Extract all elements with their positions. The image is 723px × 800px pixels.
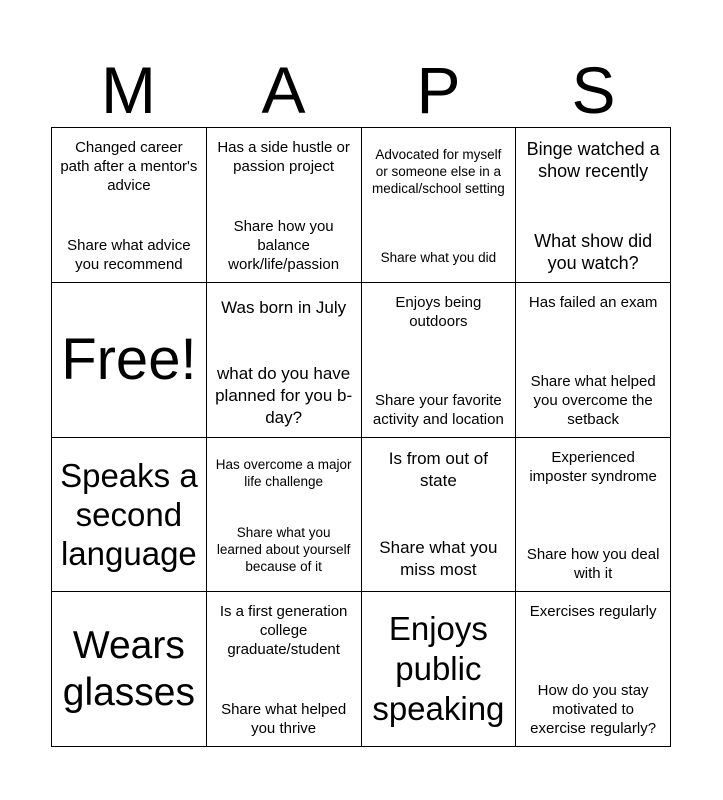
cell-share-prompt: Share what you did <box>380 249 497 265</box>
bingo-cell[interactable] <box>207 128 362 283</box>
bingo-cell[interactable] <box>52 128 207 283</box>
cell-share-prompt: What show did you watch? <box>534 230 653 273</box>
cell-share-prompt: Share what helped you overcome the setback <box>530 372 656 428</box>
bingo-cell[interactable] <box>362 592 517 747</box>
cell-share-prompt: Share your favorite activity and location <box>372 391 504 428</box>
cell-prompt: Experienced imposter syndrome <box>529 448 657 485</box>
cell-prompt: Advocated for myself or someone else in a medical/school setting <box>371 147 505 196</box>
bingo-cell[interactable] <box>207 592 362 747</box>
cell-share-prompt: Share what you learned about yourself because of it <box>216 525 351 575</box>
bingo-cell[interactable] <box>362 128 517 283</box>
cell-prompt: Is from out of state <box>388 448 488 490</box>
cell-prompt: Binge watched a show recently <box>526 139 660 181</box>
cell-share-prompt: Share how you balance work/life/passion <box>228 217 340 273</box>
cell-prompt: Has a side hustle or passion project <box>217 139 350 175</box>
bingo-header <box>51 52 671 128</box>
header-letter-a: A <box>261 53 306 127</box>
cell-prompt: Enjoys public speaking <box>372 610 505 728</box>
cell-share-prompt: Share what helped you thrive <box>221 701 347 737</box>
cell-prompt: Changed career path after a mentor's advice <box>60 139 198 194</box>
cell-share-prompt: Share how you deal with it <box>526 546 660 583</box>
bingo-cell[interactable] <box>362 438 517 593</box>
bingo-cell[interactable] <box>52 592 207 747</box>
cell-share-prompt: How do you stay motivated to exercise regularly? <box>530 682 657 737</box>
cell-share-prompt: Share what you miss most <box>379 538 498 580</box>
bingo-cell[interactable] <box>516 438 671 593</box>
header-letter-m: M <box>101 53 156 127</box>
bingo-cell[interactable] <box>52 438 207 593</box>
cell-share-prompt: Share what advice you recommend <box>67 236 191 273</box>
bingo-cell[interactable] <box>362 283 517 438</box>
cell-prompt: Wears glasses <box>62 624 195 715</box>
bingo-cell-free[interactable] <box>52 283 207 438</box>
cell-prompt: Is a first generation college graduate/student <box>219 603 348 659</box>
bingo-cell[interactable] <box>516 283 671 438</box>
cell-prompt: Has failed an exam <box>528 293 658 311</box>
cell-prompt: Exercises regularly <box>529 603 657 621</box>
free-space-label: Free! <box>61 326 197 392</box>
cell-prompt: Was born in July <box>221 297 347 317</box>
bingo-cell[interactable] <box>207 283 362 438</box>
cell-prompt: Has overcome a major life challenge <box>215 456 352 489</box>
cell-share-prompt: what do you have planned for you b-day? <box>215 363 353 427</box>
cell-prompt: Enjoys being outdoors <box>395 293 482 330</box>
bingo-cell[interactable] <box>207 438 362 593</box>
bingo-cell[interactable] <box>516 592 671 747</box>
header-letter-p: P <box>416 53 461 127</box>
bingo-card <box>51 127 671 747</box>
bingo-cell[interactable] <box>516 128 671 283</box>
header-letter-s: S <box>571 53 616 127</box>
cell-prompt: Speaks a second language <box>60 456 198 572</box>
